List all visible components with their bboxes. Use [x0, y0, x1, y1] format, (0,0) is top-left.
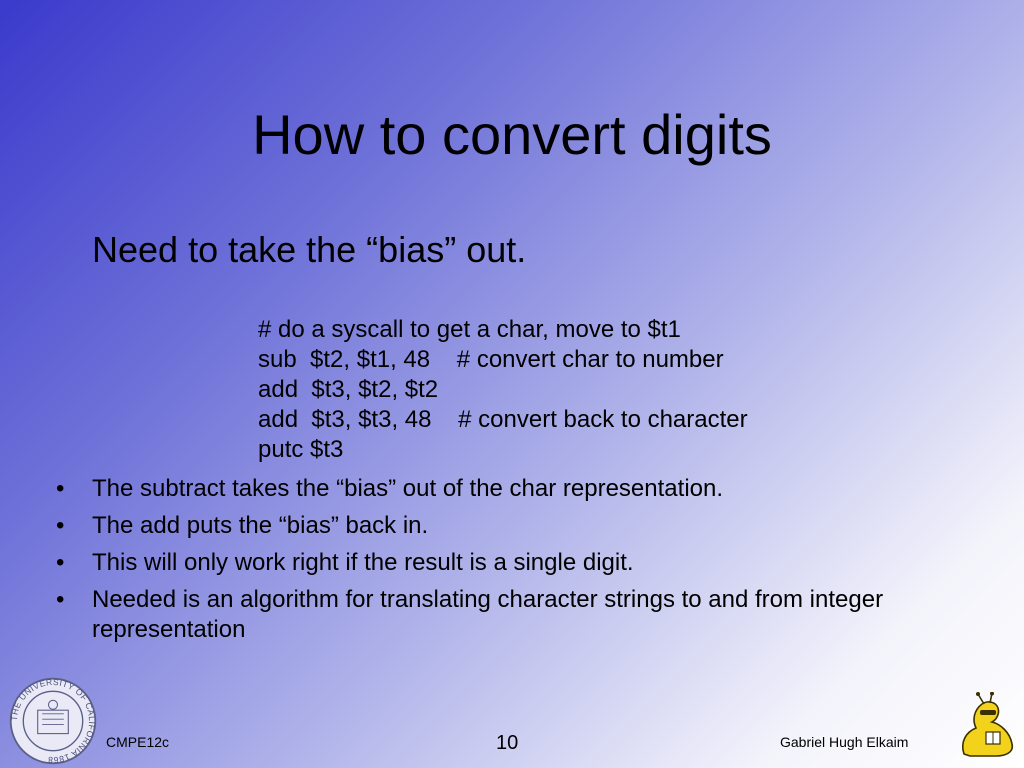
bullet-text: The add puts the “bias” back in. — [92, 512, 429, 539]
bullet-icon: • — [56, 512, 65, 539]
banana-slug-mascot-icon — [956, 692, 1018, 760]
bullet-item — [56, 548, 956, 578]
bullet-item — [56, 474, 956, 504]
university-seal-icon — [8, 676, 98, 766]
bullet-icon: • — [56, 586, 65, 613]
footer-author: Gabriel Hugh Elkaim — [780, 734, 909, 750]
slide-title: How to convert digits — [252, 103, 772, 166]
bullet-text: The subtract takes the “bias” out of the char representation. — [92, 475, 724, 502]
code-line: add $t3, $t2, $t2 — [258, 376, 439, 403]
code-line: putc $t3 — [258, 436, 344, 463]
bullet-icon: • — [56, 549, 65, 576]
bullet-icon: • — [56, 475, 65, 502]
page-number: 10 — [496, 732, 519, 754]
bullet-text: Needed is an algorithm for translating character strings to and from integer representation — [92, 586, 884, 643]
code-line: sub $t2, $t1, 48 # convert char to number — [258, 346, 724, 373]
code-block — [258, 315, 748, 465]
bullet-item — [56, 511, 956, 541]
code-line: # do a syscall to get a char, move to $t1 — [258, 316, 681, 343]
bullet-list — [56, 474, 956, 652]
seal-text: THE UNIVERSITY OF CALIFORNIA 1868 — [8, 676, 98, 766]
bullet-item — [56, 585, 956, 645]
code-line: add $t3, $t3, 48 # convert back to character — [258, 406, 748, 433]
bullet-text: This will only work right if the result is a single digit. — [92, 549, 634, 576]
slide-subtitle: Need to take the “bias” out. — [92, 229, 527, 270]
footer-course: CMPE12c — [106, 734, 170, 750]
